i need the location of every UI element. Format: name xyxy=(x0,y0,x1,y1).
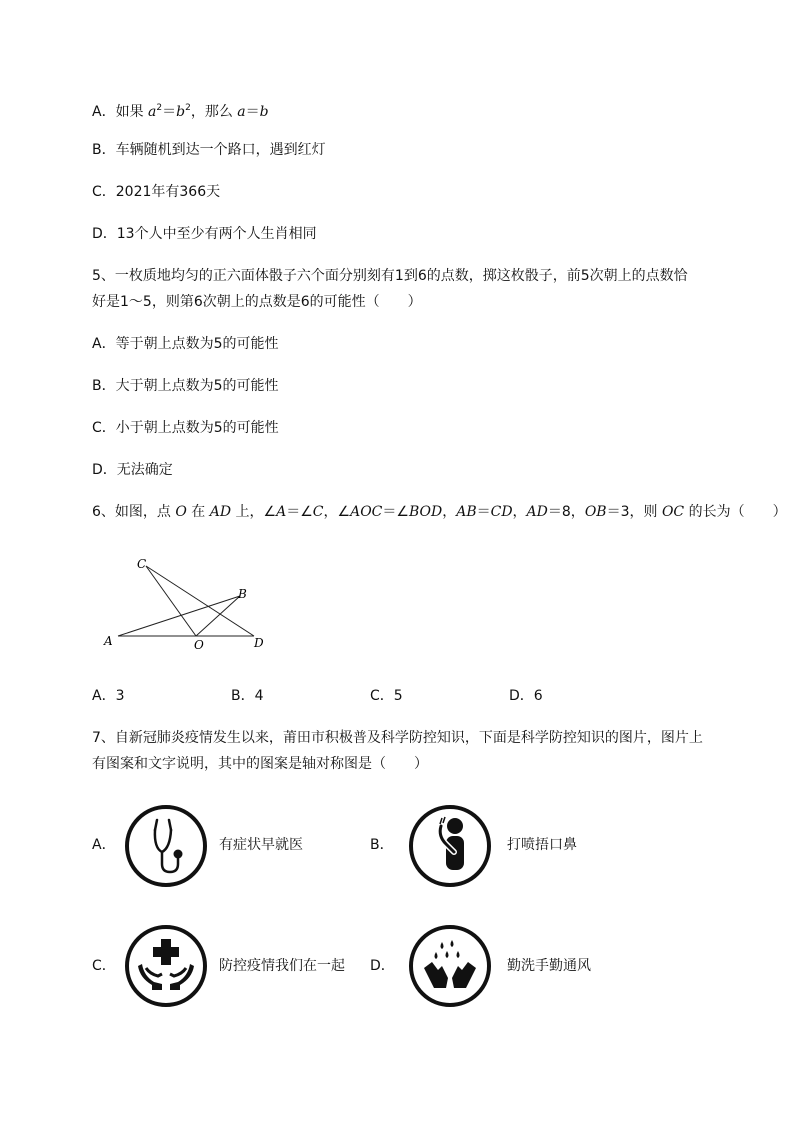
q4-option-c: C．2021年有366天 xyxy=(92,184,221,200)
q7-option-c-letter: C． xyxy=(92,958,116,974)
q7-option-c-label: 防控疫情我们在一起 xyxy=(219,958,345,974)
q5-stem-line1: 5、一枚质地均匀的正六面体骰子六个面分别刻有1到6的点数，掷这枚骰子，前5次朝上的点数恰 xyxy=(92,268,688,284)
sneeze-cover-icon xyxy=(408,804,492,888)
q6-stem: 6、如图，点 O 在 AD 上，∠A＝∠C，∠AOC＝∠BOD，AB＝CD，AD＝8，OB＝3，则 OC 的长为（ ） xyxy=(92,504,787,520)
segment-cd xyxy=(146,566,254,636)
q6-option-d: D．6 xyxy=(509,688,543,704)
q5-option-b: B．大于朝上点数为5的可能性 xyxy=(92,378,279,394)
q4-option-d: D．13个人中至少有两个人生肖相同 xyxy=(92,226,317,242)
point-label-b: B xyxy=(238,587,247,601)
segment-co xyxy=(146,566,196,636)
point-label-c: C xyxy=(137,557,147,571)
point-label-o: O xyxy=(194,638,204,652)
hand-washing-icon xyxy=(408,924,492,1008)
point-label-d: D xyxy=(254,636,264,650)
stethoscope-icon xyxy=(124,804,208,888)
q6-option-b: B．4 xyxy=(231,688,264,704)
q4-option-a: A．如果 $a^2=b^2$，那么 a＝b xyxy=(92,103,269,120)
q7-option-a-letter: A． xyxy=(92,837,116,853)
geometry-figure xyxy=(100,552,280,656)
q7-option-a-label: 有症状早就医 xyxy=(219,837,303,853)
q7-option-b-letter: B． xyxy=(370,837,394,853)
q6-option-c: C．5 xyxy=(370,688,403,704)
q7-option-d-label: 勤洗手勤通风 xyxy=(507,958,591,974)
q5-option-d: D．无法确定 xyxy=(92,462,173,478)
q5-option-a: A．等于朝上点数为5的可能性 xyxy=(92,336,279,352)
q7-option-b-label: 打喷捂口鼻 xyxy=(507,837,577,853)
q4-option-b: B．车辆随机到达一个路口，遇到红灯 xyxy=(92,142,326,158)
q5-stem-line2: 好是1～5，则第6次朝上的点数是6的可能性（ ） xyxy=(92,294,422,310)
q7-stem-line2: 有图案和文字说明，其中的图案是轴对称图是（ ） xyxy=(92,756,428,772)
q6-option-a: A．3 xyxy=(92,688,125,704)
segment-ob xyxy=(196,596,240,636)
q7-option-d-letter: D． xyxy=(370,958,395,974)
hands-cross-icon xyxy=(124,924,208,1008)
q5-option-c: C．小于朝上点数为5的可能性 xyxy=(92,420,279,436)
point-label-a: A xyxy=(104,634,113,648)
q7-stem-line1: 7、自新冠肺炎疫情发生以来，莆田市积极普及科学防控知识，下面是科学防控知识的图片，图片上 xyxy=(92,730,703,746)
segment-ab xyxy=(118,596,240,636)
